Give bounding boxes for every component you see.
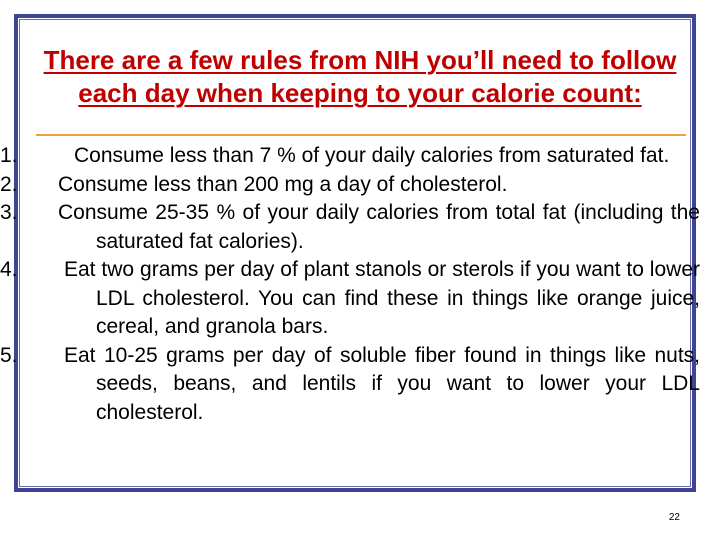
title-divider	[36, 134, 686, 136]
rule-item-4	[0, 256, 700, 342]
rule-item-3	[0, 199, 700, 256]
rule-item-2	[0, 171, 700, 200]
rule-item-5	[0, 342, 700, 428]
rule-item-1	[0, 142, 700, 171]
page-number: 22	[668, 512, 680, 523]
rule-number: 2.	[0, 172, 18, 196]
rule-text: Consume less than 200 mg a day of cholesterol.	[58, 172, 508, 196]
rule-number: 3.	[0, 201, 18, 224]
rule-text: Consume 25-35 % of your daily calories from total fat (including the saturated fat calories).	[58, 201, 700, 253]
rule-number: 4.	[0, 258, 18, 281]
rule-number: 1.	[0, 144, 18, 167]
rule-text: Eat two grams per day of plant stanols or sterols if you want to lower LDL cholesterol. You can find these in things like orange juice, cereal, and granola bars.	[64, 258, 700, 338]
rule-number: 5.	[0, 343, 18, 367]
slide-title: There are a few rules from NIH you’ll need to follow each day when keeping to your calorie count:	[43, 45, 677, 108]
rule-text: Eat 10-25 grams per day of soluble fiber found in things like nuts, seeds, beans, and lentils if you want to lower your LDL cholesterol.	[64, 343, 700, 424]
rule-text: Consume less than 7 % of your daily calories from saturated fat.	[74, 144, 670, 167]
rules-list	[0, 142, 700, 427]
